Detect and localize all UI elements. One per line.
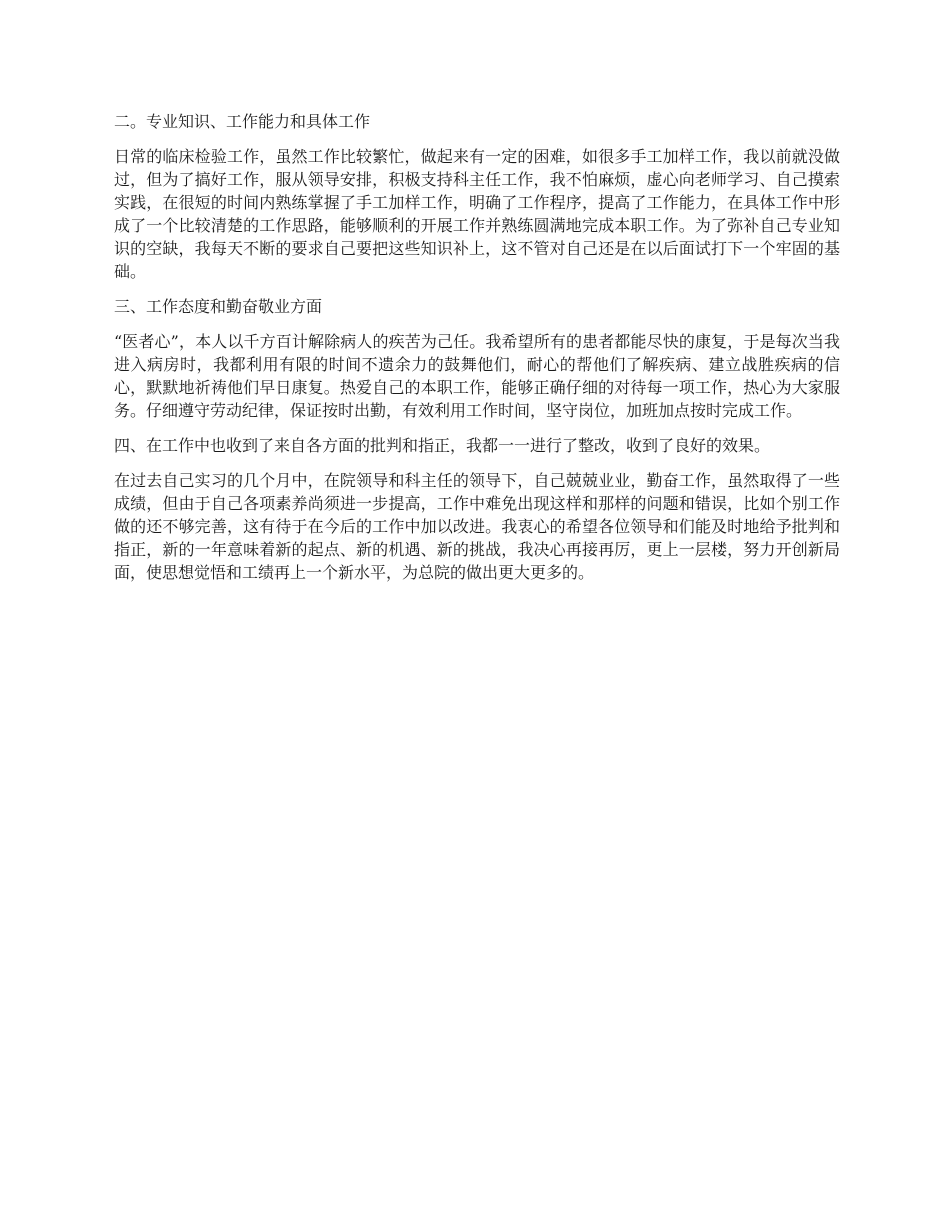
document-page [114, 110, 840, 596]
paragraph-criticism-and-correction: 四、在工作中也收到了来自各方面的批判和指正，我都一一进行了整改，收到了良好的效果。 [114, 436, 771, 455]
paragraph-work-attitude: “医者心”，本人以千方百计解除病人的疾苦为己任。我希望所有的患者都能尽快的康复，于是每次当我进入病房时，我都利用有限的时间不遗余力的鼓舞他们，耐心的帮他们了解疾病、建立战胜疾病的信心，默默地祈祷他们早日康复。热爱自己的本职工作，能够正确仔细的对待每一项工作，热心为大家服务。仔细遵守劳动纪律，保证按时出勤，有效利用工作时间，坚守岗位，加班加点按时完成工作。 [114, 332, 840, 420]
section-heading-professional-knowledge: 二。专业知识、工作能力和具体工作 [114, 112, 371, 131]
section-heading-work-attitude: 三、工作态度和勤奋敬业方面 [114, 297, 323, 316]
paragraph-professional-knowledge: 日常的临床检验工作，虽然工作比较繁忙，做起来有一定的困难，如很多手工加样工作，我以前就没做过，但为了搞好工作，服从领导安排，积极支持科主任工作，我不怕麻烦，虚心向老师学习、自己摸索实践，在很短的时间内熟练掌握了手工加样工作，明确了工作程序，提高了工作能力，在具体工作中形成了一个比较清楚的工作思路，能够顺利的开展工作并熟练圆满地完成本职工作。为了弥补自己专业知识的空缺，我每天不断的要求自己要把这些知识补上，这不管对自己还是在以后面试打下一个牢固的基础。 [114, 147, 840, 281]
paragraph-closing: 在过去自己实习的几个月中，在院领导和科主任的领导下，自己兢兢业业，勤奋工作，虽然取得了一些成绩，但由于自己各项素养尚须进一步提高，工作中难免出现这样和那样的问题和错误，比如个别工作做的还不够完善，这有待于在今后的工作中加以改进。我衷心的希望各位领导和们能及时地给予批判和指正，新的一年意味着新的起点、新的机遇、新的挑战，我决心再接再厉，更上一层楼，努力开创新局面，使思想觉悟和工绩再上一个新水平，为总院的做出更大更多的。 [114, 471, 840, 582]
